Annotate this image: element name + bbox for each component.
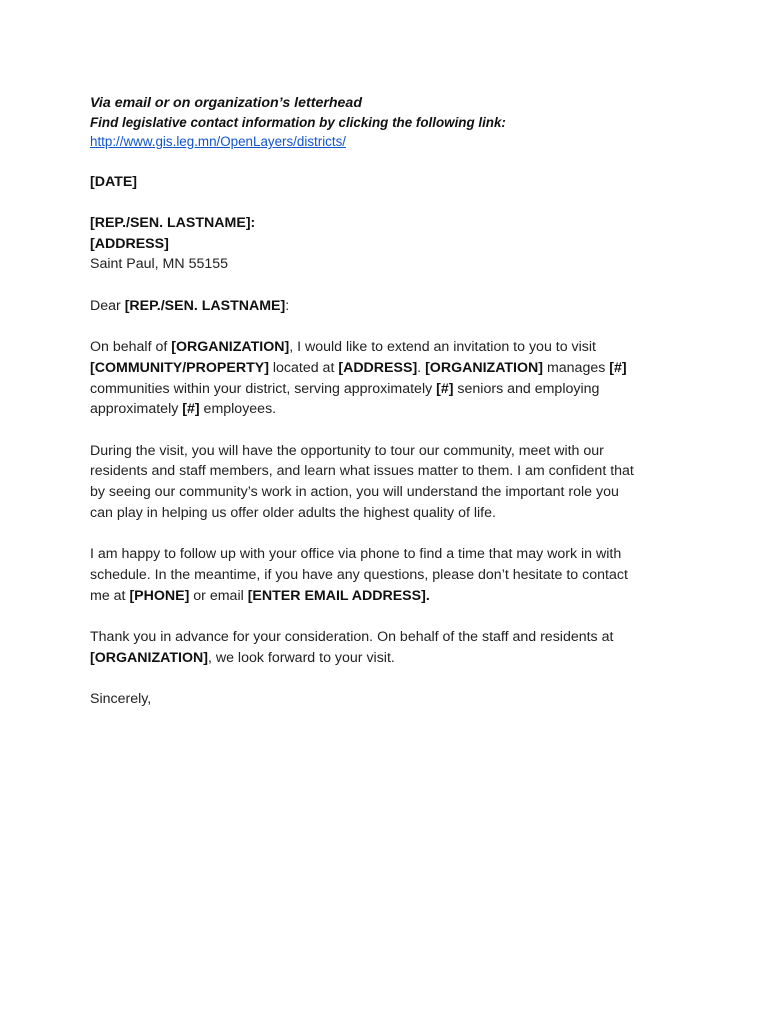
- closing: Sincerely,: [90, 691, 152, 708]
- paragraph-follow-up: [90, 544, 690, 606]
- paragraph-line: can play in helping us offer older adults the highest quality of life.: [90, 504, 496, 521]
- spacer: [90, 420, 690, 441]
- districts-link[interactable]: http://www.gis.leg.mn/OpenLayers/districts/: [90, 134, 347, 149]
- legislative-contact-note: Find legislative contact information by clicking the following link:: [90, 115, 506, 130]
- paragraph-line: I am happy to follow up with your office via phone to find a time that may work in with: [90, 546, 622, 563]
- paragraph-invitation: [90, 337, 690, 420]
- paragraph-line: approximately [#] employees.: [90, 401, 277, 418]
- paragraph-line: me at [PHONE] or email [ENTER EMAIL ADDRESS].: [90, 587, 430, 604]
- paragraph-visit: [90, 441, 690, 524]
- letter-date: [DATE]: [90, 173, 138, 190]
- spacer: [90, 606, 690, 627]
- letterhead-note: Via email or on organization’s letterhead: [90, 95, 362, 111]
- paragraph-line: residents and staff members, and learn what issues matter to them. I am confident that: [90, 463, 634, 480]
- salutation: Dear [REP./SEN. LASTNAME]:: [90, 297, 290, 314]
- spacer: [90, 192, 690, 213]
- letter-page: [90, 93, 690, 710]
- spacer: [90, 151, 690, 172]
- paragraph-line: [ORGANIZATION], we look forward to your visit.: [90, 649, 395, 666]
- recipient-address: [ADDRESS]: [90, 235, 169, 252]
- paragraph-line: Thank you in advance for your consideration. On behalf of the staff and residents at: [90, 629, 614, 646]
- paragraph-line: communities within your district, serving approximately [#] seniors and employing: [90, 380, 600, 397]
- recipient-name: [REP./SEN. LASTNAME]:: [90, 215, 256, 232]
- paragraph-line: by seeing our community’s work in action, you will understand the important role you: [90, 484, 619, 501]
- paragraph-line: [COMMUNITY/PROPERTY] located at [ADDRESS]. [ORGANIZATION] manages [#]: [90, 359, 627, 376]
- spacer: [90, 524, 690, 545]
- spacer: [90, 275, 690, 296]
- paragraph-line: On behalf of [ORGANIZATION], I would like to extend an invitation to you to visit: [90, 339, 596, 356]
- paragraph-thanks: [90, 627, 690, 668]
- spacer: [90, 668, 690, 689]
- paragraph-line: During the visit, you will have the opportunity to tour our community, meet with our: [90, 442, 604, 459]
- paragraph-line: schedule. In the meantime, if you have any questions, please don’t hesitate to contact: [90, 566, 628, 583]
- spacer: [90, 317, 690, 338]
- recipient-city: Saint Paul, MN 55155: [90, 256, 229, 273]
